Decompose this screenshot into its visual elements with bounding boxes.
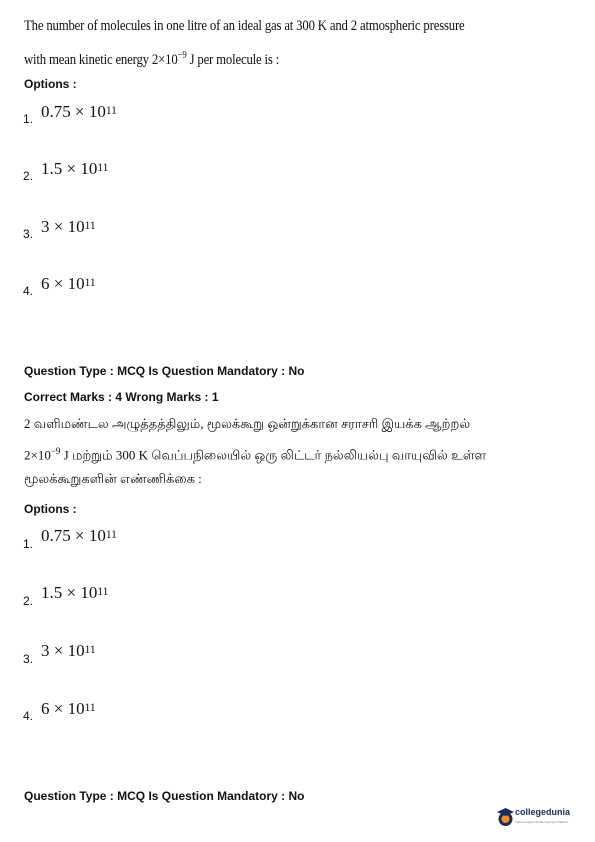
option-value[interactable]: $6 \times 10^{11}$ xyxy=(41,274,96,293)
energy-value-base: 2×10 xyxy=(151,51,178,68)
tamil-question-text: J மற்றும் 300 K வெப்பநிலையில் ஒரு லிட்டர் நல்லியல்பு வாயுவில் உள்ள xyxy=(60,447,487,463)
option-number: 4. xyxy=(23,709,34,723)
option-value[interactable]: $3 \times 10^{11}$ xyxy=(41,217,96,236)
graduation-cap-icon xyxy=(497,807,514,827)
energy-value-exponent: −9 xyxy=(177,50,187,61)
question-text-suffix: J per molecule is : xyxy=(186,51,280,68)
option-value[interactable]: $0.75 \times 10^{11}$ xyxy=(41,526,117,545)
option-number: 3. xyxy=(23,652,34,666)
option-number: 2. xyxy=(23,594,34,608)
tamil-question-line-1: 2 வளிமண்டல அழுத்தத்திலும், மூலக்கூறு ஒன்றுக்கான சராசரி இயக்க ஆற்றல் xyxy=(24,416,471,431)
logo-tagline: India's Largest Student Review Platform xyxy=(515,820,569,824)
option-number: 4. xyxy=(23,284,34,298)
question-text-line-1: The number of molecules in one litre of an ideal gas at 300 K and 2 atmospheric pressure xyxy=(24,18,465,34)
option-number: 2. xyxy=(23,169,34,183)
option-value[interactable]: $6 \times 10^{11}$ xyxy=(41,699,96,718)
question-meta: Question Type : MCQ Is Question Mandatory : No xyxy=(24,364,305,378)
tamil-energy-value-base: 2×10 xyxy=(24,447,51,463)
option-number: 1. xyxy=(23,537,34,551)
question-text-prefix: with mean kinetic energy xyxy=(24,51,152,68)
tamil-question-line-3: மூலக்கூறுகளின் எண்ணிக்கை : xyxy=(24,471,202,486)
option-value[interactable]: $0.75 \times 10^{11}$ xyxy=(41,102,117,121)
collegedunia-logo[interactable] xyxy=(497,804,582,830)
question-text-line-2 xyxy=(24,44,279,72)
options-label: Options : xyxy=(24,77,77,91)
option-value[interactable]: $3 \times 10^{11}$ xyxy=(41,641,96,660)
option-value[interactable]: $1.5 \times 10^{11}$ xyxy=(41,583,109,602)
logo-name: collegedunia xyxy=(515,807,571,817)
marks-info: Correct Marks : 4 Wrong Marks : 1 xyxy=(24,390,219,404)
options-label: Options : xyxy=(24,502,77,516)
tamil-question-line-2 xyxy=(24,438,486,468)
option-number: 1. xyxy=(23,112,34,126)
tamil-energy-value-exponent: −9 xyxy=(50,446,61,456)
option-number: 3. xyxy=(23,227,34,241)
option-value[interactable]: $1.5 \times 10^{11}$ xyxy=(41,159,109,178)
question-meta: Question Type : MCQ Is Question Mandatory : No xyxy=(24,789,305,803)
